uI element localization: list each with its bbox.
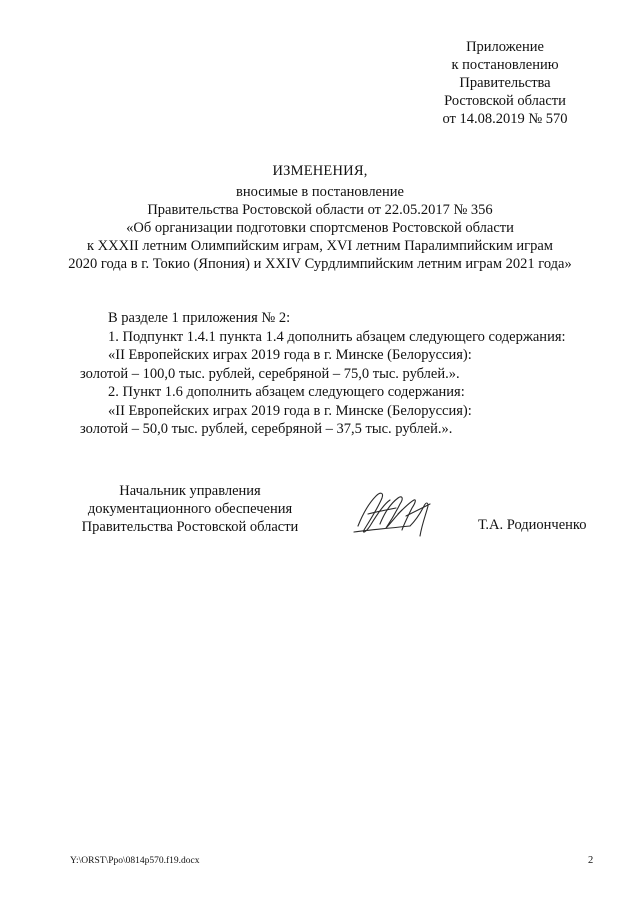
appendix-line-4: Ростовской области bbox=[444, 93, 566, 109]
document-heading: ИЗМЕНЕНИЯ, bbox=[272, 163, 368, 179]
title-line-1: вносимые в постановление bbox=[236, 184, 404, 200]
signatory-title-line-2: документационного обеспечения bbox=[87, 501, 293, 517]
signatory-name: Т.А. Родионченко bbox=[478, 517, 587, 533]
document-body bbox=[80, 309, 608, 439]
body-paragraph-6: «II Европейских играх 2019 года в г. Минске (Белоруссия): bbox=[108, 402, 472, 419]
body-paragraph-5: 2. Пункт 1.6 дополнить абзацем следующего содержания: bbox=[108, 384, 465, 400]
body-paragraph-3: «II Европейских играх 2019 года в г. Минске (Белоруссия): bbox=[108, 347, 472, 363]
appendix-reference-block bbox=[410, 38, 600, 128]
title-line-4: к XXXII летним Олимпийским играм, XVI летним Паралимпийским играм bbox=[87, 238, 553, 254]
appendix-line-2: к постановлению bbox=[451, 57, 559, 73]
document-title-block bbox=[40, 162, 600, 273]
handwritten-signature bbox=[350, 486, 440, 544]
signatory-title-line-3: Правительства Ростовской области bbox=[81, 519, 299, 535]
body-paragraph-4: золотой – 100,0 тыс. рублей, серебряной – 75,0 тыс. рублей.». bbox=[80, 365, 460, 382]
signatory-title-line-1: Начальник управления bbox=[119, 483, 261, 499]
body-paragraph-1: В разделе 1 приложения № 2: bbox=[108, 310, 291, 326]
footer-page-number: 2 bbox=[588, 855, 594, 866]
footer-file-path: Y:\ORST\Ppo\0814p570.f19.docx bbox=[70, 856, 200, 866]
appendix-line-1: Приложение bbox=[466, 39, 544, 55]
appendix-line-3: Правительства bbox=[459, 75, 551, 91]
title-line-3: «Об организации подготовки спортсменов Ростовской области bbox=[126, 220, 514, 236]
title-line-2: Правительства Ростовской области от 22.05.2017 № 356 bbox=[147, 202, 493, 218]
body-paragraph-2: 1. Подпункт 1.4.1 пункта 1.4 дополнить абзацем следующего содержания: bbox=[108, 328, 566, 345]
signatory-title-block bbox=[70, 482, 310, 536]
title-line-5: 2020 года в г. Токио (Япония) и XXIV Сурдлимпийским летним играм 2021 года» bbox=[68, 256, 572, 272]
appendix-line-5: от 14.08.2019 № 570 bbox=[442, 111, 568, 127]
body-paragraph-7: золотой – 50,0 тыс. рублей, серебряной – 37,5 тыс. рублей.». bbox=[80, 421, 453, 437]
